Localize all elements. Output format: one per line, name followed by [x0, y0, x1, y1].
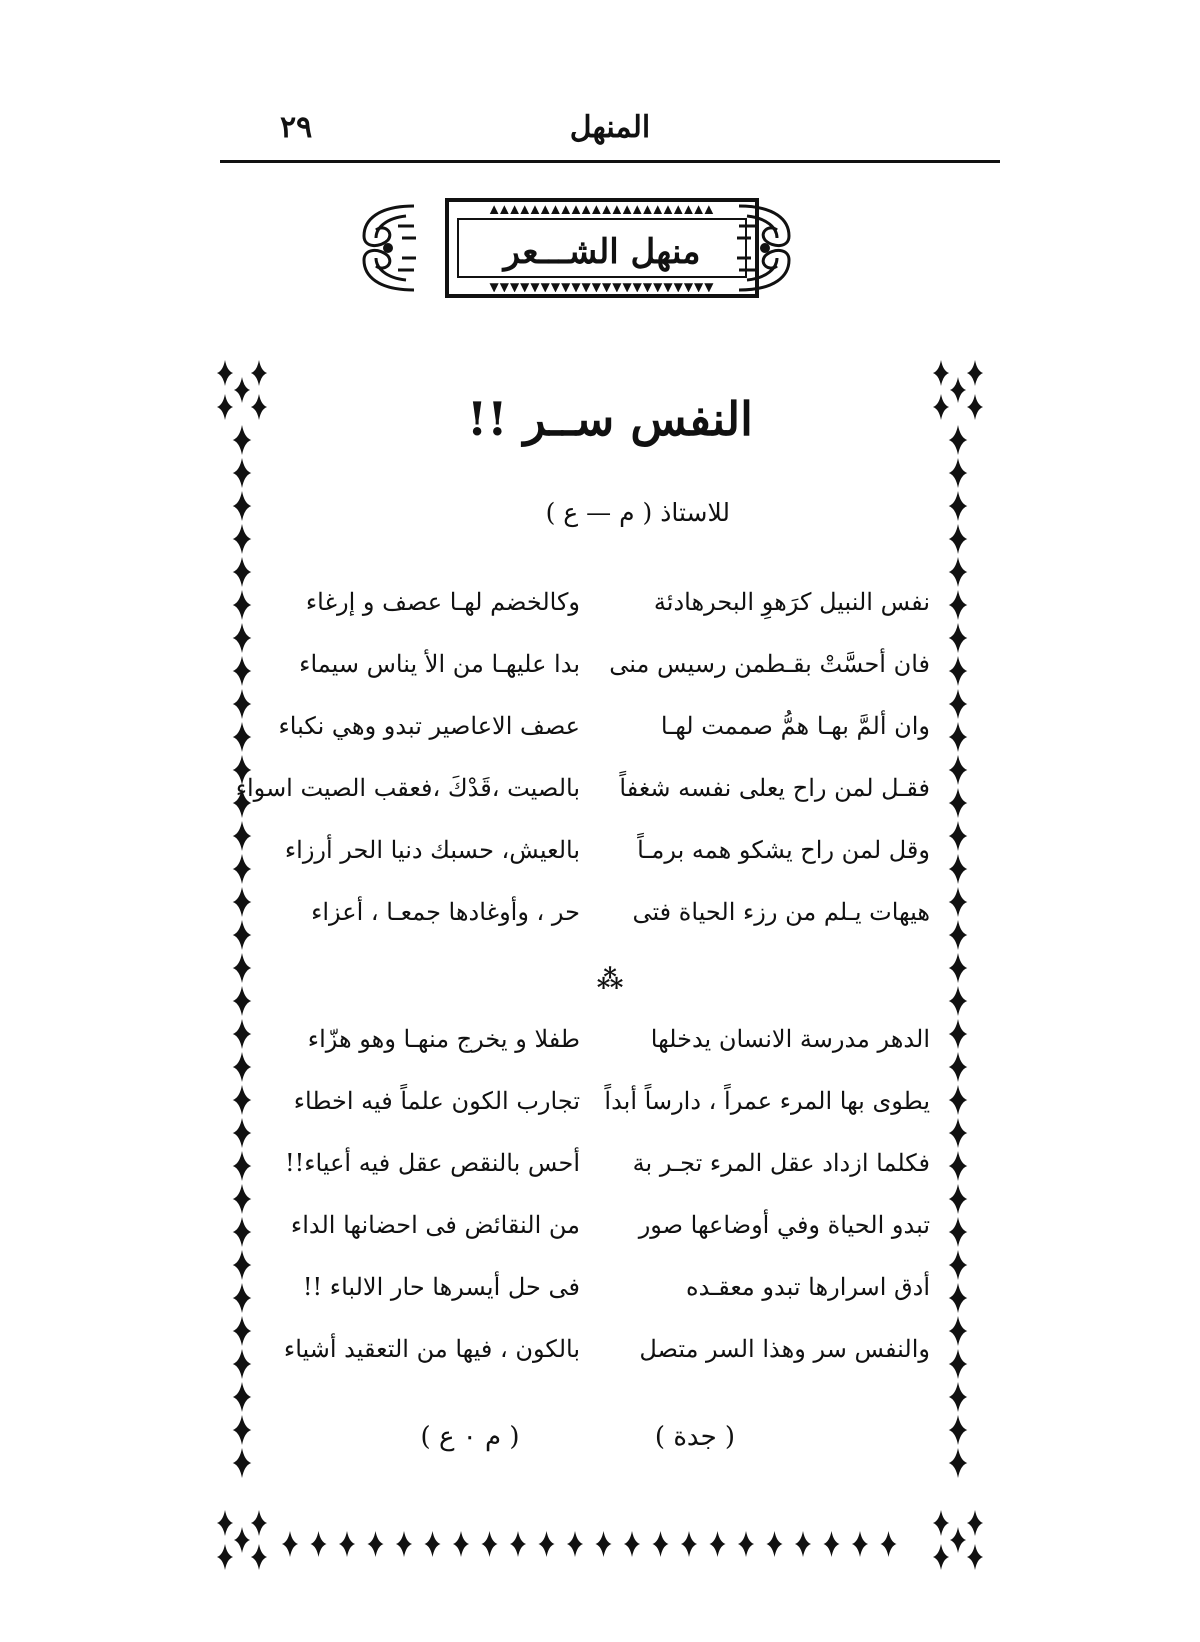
verse-first-hemistich: نفس النبيل كرَهوِ البحرهادئة: [653, 588, 930, 616]
diamond-ornament: [949, 590, 968, 620]
diamond-ornament: [217, 1544, 233, 1570]
diamond-ornament: [949, 557, 968, 587]
diamond-ornament: [709, 1531, 725, 1557]
diamond-ornament: [949, 722, 968, 752]
verse-second-hemistich: بالصيت ،قَدْكَ ،فعقب الصيت اسواء: [235, 774, 580, 802]
diamond-ornament: [251, 1510, 267, 1536]
diamond-ornament: [880, 1531, 896, 1557]
verse-second-hemistich: أحس بالنقص عقل فيه أعياء!!: [284, 1149, 580, 1177]
diamond-ornament: [852, 1531, 868, 1557]
diamond-ornament: [766, 1531, 782, 1557]
diamond-ornament: [233, 491, 252, 521]
diamond-ornament: [233, 1052, 252, 1082]
diamond-ornament: [949, 1118, 968, 1148]
diamond-ornament: [949, 689, 968, 719]
diamond-ornament: [233, 1415, 252, 1445]
diamond-ornament: [234, 1527, 250, 1553]
diamond-ornament: [949, 1448, 968, 1478]
diamond-ornament: [949, 1316, 968, 1346]
diamond-ornament: [949, 1349, 968, 1379]
section-title: منهل الشـــعر: [503, 232, 701, 272]
diamond-ornament: [595, 1531, 611, 1557]
triangle-border-bottom: ▼▼▼▼▼▼▼▼▼▼▼▼▼▼▼▼▼▼▼▼▼▼: [489, 282, 715, 292]
diamond-ornament: [949, 1019, 968, 1049]
diamond-ornament: [967, 1544, 983, 1570]
diamond-ornament: [681, 1531, 697, 1557]
diamond-ornament: [251, 1544, 267, 1570]
journal-name: المنهل: [569, 110, 651, 145]
author-line: للاستاذ ( م — ع ): [545, 498, 730, 527]
page-number: ٢٩: [280, 110, 313, 145]
diamond-ornament: [967, 1510, 983, 1536]
diamond-ornament: [950, 1527, 966, 1553]
diamond-ornament: [949, 1283, 968, 1313]
verse-first-hemistich: فقـل لمن راح يعلى نفسه شغفاً: [619, 774, 930, 802]
verse-second-hemistich: وكالخضم لهـا عصف و إرغاء: [305, 588, 580, 616]
verse-second-hemistich: حر ، وأوغادها جمعـا ، أعزاء: [311, 898, 580, 926]
diamond-ornament: [949, 755, 968, 785]
diamond-ornament: [949, 1250, 968, 1280]
diamond-ornament: [933, 360, 949, 386]
diamond-ornament: [967, 360, 983, 386]
verse-first-hemistich: أدق اسرارها تبدو معقـده: [686, 1273, 930, 1301]
diamond-ornament: [933, 1510, 949, 1536]
diamond-ornament: [233, 524, 252, 554]
diamond-ornament: [234, 377, 250, 403]
verse-second-hemistich: عصف الاعاصير تبدو وهي نكباء: [278, 712, 580, 740]
triangle-border-top: ▲▲▲▲▲▲▲▲▲▲▲▲▲▲▲▲▲▲▲▲▲▲: [489, 204, 715, 214]
signature-name: ( م ٠ ع ): [420, 1422, 520, 1452]
diamond-ornament: [949, 953, 968, 983]
diamond-ornament: [217, 1510, 233, 1536]
verse-first-hemistich: فان أحسَّتْ بقـطمن رسيس منى: [609, 650, 930, 678]
diamond-ornament: [217, 394, 233, 420]
diamond-ornament: [949, 887, 968, 917]
diamond-ornament: [233, 953, 252, 983]
diamond-ornament: [949, 986, 968, 1016]
diamond-ornament: [933, 394, 949, 420]
verse-first-hemistich: تبدو الحياة وفي أوضاعها صور: [638, 1211, 930, 1239]
diamond-ornament: [310, 1531, 326, 1557]
signature-place: ( جدة ): [654, 1422, 736, 1452]
diamond-ornament: [949, 425, 968, 455]
diamond-ornament: [396, 1531, 412, 1557]
verse-second-hemistich: بالكون ، فيها من التعقيد أشياء: [283, 1335, 580, 1363]
diamond-ornament: [251, 360, 267, 386]
diamond-ornament: [949, 821, 968, 851]
diamond-ornament: [510, 1531, 526, 1557]
diamond-ornament: [949, 854, 968, 884]
diamond-ornament: [567, 1531, 583, 1557]
diamond-ornament: [950, 377, 966, 403]
diamond-ornament: [949, 1415, 968, 1445]
diamond-ornament: [949, 1382, 968, 1412]
diamond-ornament: [949, 524, 968, 554]
verse-second-hemistich: تجارب الكون علماً فيه اخطاء: [293, 1087, 580, 1115]
diamond-ornament: [949, 1184, 968, 1214]
verse-first-hemistich: وان ألمَّ بهـا همُّ صممت لهـا: [660, 712, 930, 740]
diamond-ornament: [949, 458, 968, 488]
diamond-ornament: [233, 1184, 252, 1214]
verse-first-hemistich: والنفس سر وهذا السر متصل: [639, 1335, 930, 1363]
verse-second-hemistich: بدا عليهـا من الأ يناس سيماء: [299, 650, 580, 678]
diamond-ornament: [949, 1217, 968, 1247]
verse-second-hemistich: من النقائض فى احضانها الداء: [290, 1211, 580, 1239]
diamond-ornament: [738, 1531, 754, 1557]
verse-first-hemistich: فكلما ازداد عقل المرء تجـر بة: [632, 1149, 930, 1177]
diamond-ornament: [823, 1531, 839, 1557]
diamond-ornament: [217, 360, 233, 386]
diamond-ornament: [233, 1448, 252, 1478]
diamond-ornament: [949, 1151, 968, 1181]
verse-second-hemistich: فى حل أيسرها حار الالباء !!: [302, 1273, 580, 1301]
diamond-ornament: [949, 623, 968, 653]
diamond-ornament: [233, 458, 252, 488]
verse-first-hemistich: الدهر مدرسة الانسان يدخلها: [650, 1025, 930, 1053]
diamond-ornament: [967, 394, 983, 420]
diamond-ornament: [424, 1531, 440, 1557]
diamond-ornament: [652, 1531, 668, 1557]
diamond-ornament: [949, 1085, 968, 1115]
diamond-ornament: [233, 986, 252, 1016]
diamond-ornament: [251, 394, 267, 420]
verse-first-hemistich: يطوى بها المرء عمراً ، دارساً أبداً: [604, 1087, 930, 1115]
diamond-ornament: [233, 557, 252, 587]
diamond-ornament: [949, 491, 968, 521]
verse-first-hemistich: وقل لمن راح يشكو همه برمـاً: [637, 836, 930, 864]
diamond-ornament: [538, 1531, 554, 1557]
diamond-ornament: [949, 1052, 968, 1082]
diamond-ornament: [339, 1531, 355, 1557]
diamond-ornament: [453, 1531, 469, 1557]
verse-second-hemistich: طفلا و يخرج منهـا وهو هزّاء: [307, 1025, 580, 1053]
diamond-ornament: [233, 425, 252, 455]
diamond-ornament: [949, 788, 968, 818]
diamond-ornament: [949, 656, 968, 686]
verse-first-hemistich: هيهات يـلم من رزء الحياة فتى: [632, 898, 930, 926]
poem-title: النفس ســر !!: [467, 392, 753, 446]
diamond-ornament: [282, 1531, 298, 1557]
diamond-ornament: [233, 623, 252, 653]
diamond-ornament: [624, 1531, 640, 1557]
verse-second-hemistich: بالعيش، حسبك دنيا الحر أرزاء: [284, 836, 580, 864]
diamond-ornament: [933, 1544, 949, 1570]
diamond-ornament: [233, 1382, 252, 1412]
diamond-ornament: [233, 1118, 252, 1148]
diamond-ornament: [949, 920, 968, 950]
diamond-ornament: [481, 1531, 497, 1557]
diamond-ornament: [795, 1531, 811, 1557]
diamond-ornament: [367, 1531, 383, 1557]
asterism-separator: ⁂: [596, 965, 624, 995]
